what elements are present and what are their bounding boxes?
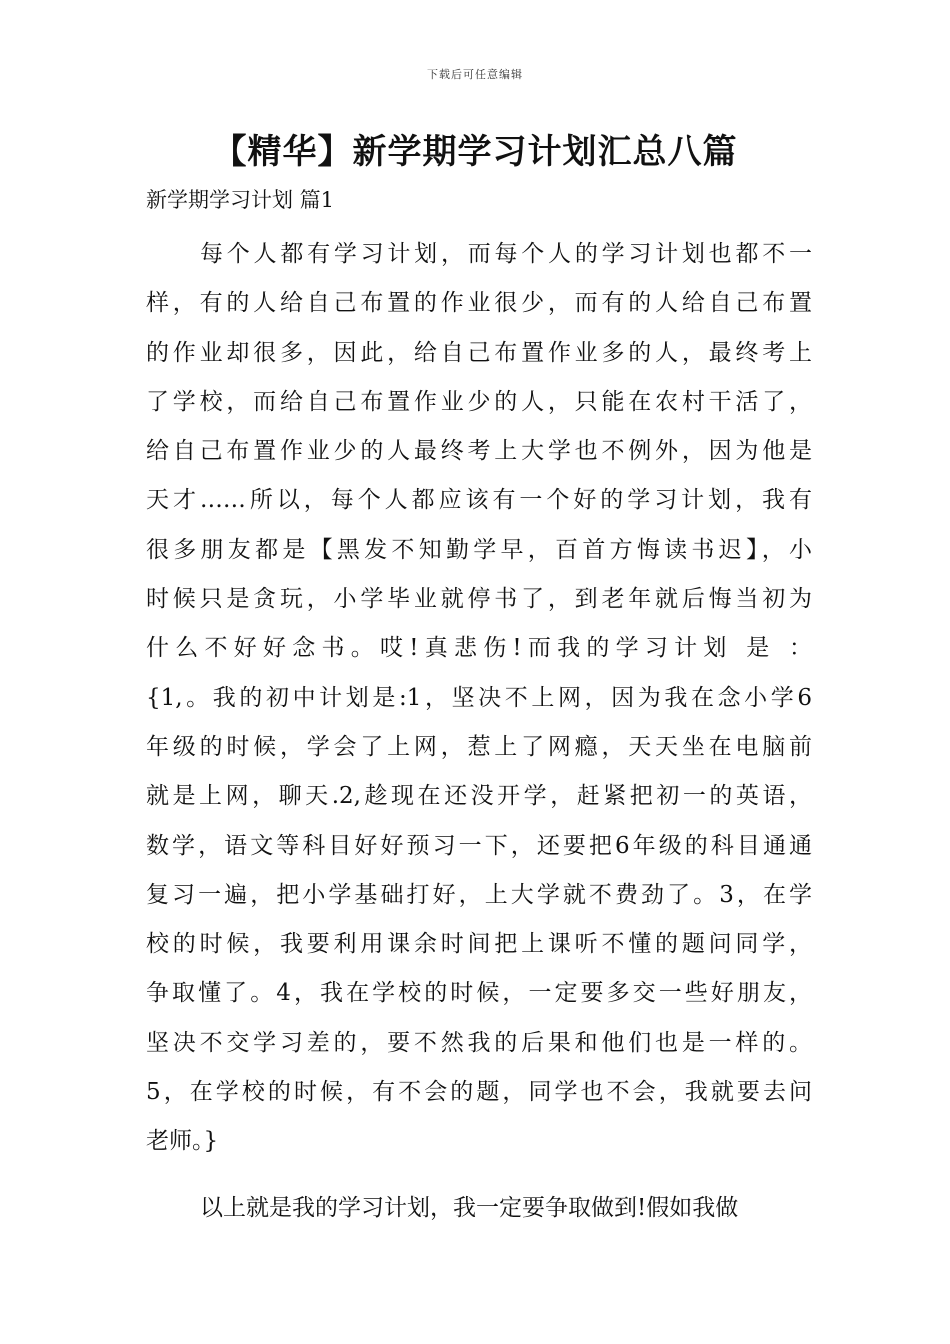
text-line: 很多朋友都是【黑发不知勤学早，百首方悔读书迟】，小: [146, 536, 812, 563]
text-line: 坚决不交学习差的，要不然我的后果和他们也是一样的。: [146, 1029, 812, 1056]
body-text: [146, 230, 812, 1233]
text-line: 数学，语文等科目好好预习一下，还要把6年级的科目通通: [146, 832, 812, 859]
paragraph-gap: [146, 1167, 812, 1184]
section-heading: 新学期学习计划 篇1: [146, 188, 335, 212]
text-line: 5，在学校的时候，有不会的题，同学也不会，我就要去问: [146, 1079, 812, 1106]
text-line: 争取懂了。4，我在学校的时候，一定要多交一些好朋友，: [146, 980, 812, 1007]
text-line: 以上就是我的学习计划，我一定要争取做到!假如我做: [200, 1194, 739, 1221]
text-line: 样，有的人给自己布置的作业很少，而有的人给自己布置: [146, 290, 812, 317]
paragraph-2: [146, 1184, 812, 1233]
text-line: 每个人都有学习计划，而每个人的学习计划也都不一: [200, 241, 812, 267]
text-line: 天才……所以，每个人都应该有一个好的学习计划，我有: [146, 487, 812, 514]
text-line: 的作业却很多，因此，给自己布置作业多的人，最终考上: [146, 339, 812, 366]
text-line: 就是上网，聊天.2,趁现在还没开学，赶紧把初一的英语，: [146, 783, 812, 810]
text-line: 什么不好好念书。哎!真悲伤!而我的学习计划 是 ：: [146, 635, 812, 662]
document-title: 【精华】新学期学习计划汇总八篇: [212, 132, 738, 172]
text-line: 了学校，而给自己布置作业少的人，只能在农村干活了，: [146, 388, 812, 415]
text-line: 年级的时候，学会了上网，惹上了网瘾，天天坐在电脑前: [146, 733, 812, 760]
text-line: {1,。我的初中计划是:1，坚决不上网，因为我在念小学6: [146, 684, 812, 711]
header-note: 下载后可任意编辑: [427, 68, 523, 81]
text-line: 复习一遍，把小学基础打好，上大学就不费劲了。3，在学: [146, 881, 812, 908]
text-line: 校的时候，我要利用课余时间把上课听不懂的题问同学，: [146, 931, 812, 958]
paragraph-1: [146, 230, 812, 1167]
text-line: 给自己布置作业少的人最终考上大学也不例外，因为他是: [146, 438, 812, 465]
text-line: 时候只是贪玩，小学毕业就停书了，到老年就后悔当初为: [146, 586, 812, 613]
text-line: 老师。}: [146, 1128, 219, 1155]
